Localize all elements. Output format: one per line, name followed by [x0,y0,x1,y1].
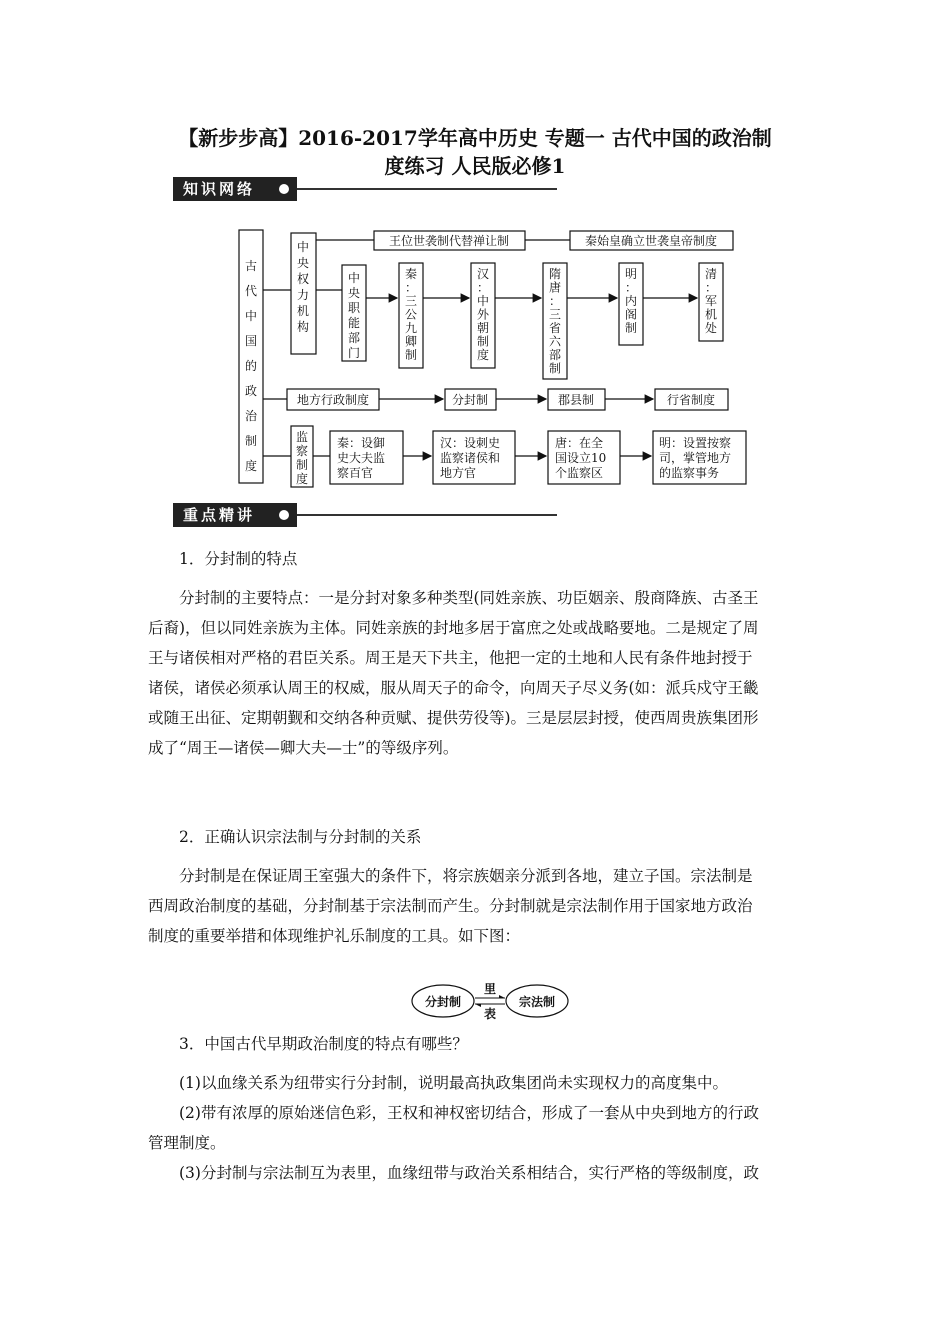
han-system-char: 朝 [476,321,490,335]
supervision-han-line: 监察诸侯和 [440,451,501,465]
junxian-label: 郡县制 [557,393,595,407]
han-system-char: 汉 [476,267,490,281]
supervision-ming-line: 司，掌管地方 [659,451,732,465]
supervision-qin-line: 史大夫监 [337,451,386,465]
han-system-char: 外 [476,307,490,322]
paragraph-line: 诸侯，诸侯必须承认周王的权威，服从周天子的命令，向周天子尽义务(如：派兵戍守王畿 [148,679,759,697]
central-power-char: 央 [296,256,310,270]
knowledge-diagram [0,0,950,500]
paragraph-line: 或随王出征、定期朝觐和交纳各种贡赋、提供劳役等)。三是层层封授，使西周贵族集团形 [148,709,759,727]
edge-label-bottom: 表 [483,1007,497,1021]
qin-system-char: 制 [404,348,418,362]
qin-system-char: 公 [404,307,418,322]
paragraph-line: (3)分封制与宗法制互为表里，血缘纽带与政治关系相结合，实行严格的等级制度，政 [179,1164,759,1182]
title-line-1: 【新步步高】2016-2017学年高中历史 专题一 古代中国的政治制 [178,126,772,150]
suitang-system-char: 唐 [548,280,562,295]
suitang-system-char: ： [548,294,562,308]
supervision-qin-line: 秦：设御 [337,436,386,450]
supervision-tang-line: 个监察区 [555,466,604,480]
dot-icon [279,510,289,520]
paragraph-line: 后裔)，但以同姓亲族为主体。同姓亲族的封地多居于富庶之处或战略要地。二是规定了周 [148,619,759,637]
suitang-system-char: 六 [548,334,562,349]
ming-system-char: ： [624,280,638,295]
paragraph-line: 管理制度。 [148,1134,226,1152]
supervision-qin-line: 察百官 [337,466,374,480]
supervision-char: 监 [295,430,309,444]
qing-system-char: 军 [704,294,718,308]
paragraph-line: 分封制是在保证周王室强大的条件下，将宗族姻亲分派到各地，建立子国。宗法制是 [179,867,753,885]
fenfeng-label: 分封制 [451,393,489,407]
divider [297,514,557,516]
paragraph-2 [148,861,808,951]
root-label-char: 国 [244,334,258,348]
central-dept-char: 职 [347,301,361,315]
qing-system-char: ： [704,280,718,295]
paragraph-line: (1)以血缘关系为纽带实行分封制，说明最高执政集团尚未实现权力的高度集中。 [179,1074,728,1092]
han-system-char: 中 [476,294,490,308]
paragraph-1 [148,583,808,763]
supervision-char: 度 [295,472,309,486]
suitang-system-char: 省 [548,321,562,335]
paragraph-3 [148,1068,808,1188]
title-line-2: 度练习 人民版必修1 [384,154,566,178]
relation-diagram [410,980,570,1022]
han-system-char: ： [476,280,490,295]
suitang-system-char: 隋 [548,267,562,281]
central-dept-char: 部 [347,331,361,345]
qin-system-char: 秦 [404,267,418,281]
heading-2: 2．正确认识宗法制与分封制的关系 [179,828,422,846]
supervision-han-line: 汉：设刺史 [440,436,501,450]
qin-system-char: 三 [404,294,418,308]
central-dept-char: 央 [347,286,361,300]
supervision-han-line: 地方官 [440,466,477,480]
central-power-char: 构 [296,320,310,334]
node-zongfa: 宗法制 [518,995,556,1009]
suitang-system-char: 部 [548,348,562,362]
qin-system-char: 卿 [404,334,418,349]
qin-system-char: 九 [404,321,418,335]
root-label-char: 治 [244,409,258,423]
section-header-key-points [173,503,297,527]
paragraph-line: (2)带有浓厚的原始迷信色彩，王权和神权密切结合，形成了一套从中央到地方的行政 [179,1104,759,1122]
succession-label-1: 王位世袭制代替禅让制 [388,234,510,248]
paragraph-line: 制度的重要举措和体现维护礼乐制度的工具。如下图： [148,927,521,945]
suitang-system-char: 三 [548,307,562,322]
ming-system-char: 阁 [624,307,638,322]
qing-system-char: 处 [704,321,718,335]
root-label-char: 中 [244,309,258,323]
supervision-ming-line: 明：设置按察 [659,436,732,450]
ming-system-char: 内 [624,294,638,308]
han-system-char: 度 [476,348,490,362]
supervision-tang-line: 国设立10 [555,451,607,465]
supervision-char: 察 [295,444,309,458]
paragraph-line: 分封制的主要特点：一是分封对象多种类型(同姓亲族、功臣姻亲、殷商降族、古圣王 [179,589,759,607]
root-label-char: 代 [244,284,258,298]
root-label-char: 古 [244,259,258,273]
root-label-char: 政 [244,384,258,398]
supervision-ming-line: 的监察事务 [659,466,720,480]
root-label-char: 制 [244,434,258,448]
root-label-char: 的 [244,359,258,373]
paragraph-line: 王与诸侯相对严格的君臣关系。周王是天下共主，他把一定的土地和人民有条件地封授于 [148,649,753,667]
local-admin-label: 地方行政制度 [296,393,370,407]
root-label-char: 度 [244,459,258,473]
edge-label-top: 里 [483,982,497,996]
central-dept-char: 能 [347,316,361,330]
qing-system-char: 清 [704,267,718,281]
supervision-tang-line: 唐：在全 [555,436,604,450]
section-header-label: 重点精讲 [183,506,256,524]
han-system-char: 制 [476,334,490,349]
central-power-char: 机 [296,304,310,318]
paragraph-line: 成了“周王—诸侯—卿大夫—士”的等级序列。 [148,739,459,757]
central-dept-char: 门 [347,346,361,360]
central-dept-char: 中 [347,271,361,285]
heading-1: 1．分封制的特点 [179,550,298,568]
ming-system-char: 制 [624,321,638,335]
supervision-char: 制 [295,458,309,472]
central-power-char: 中 [296,240,310,254]
succession-label-2: 秦始皇确立世袭皇帝制度 [584,234,718,248]
qin-system-char: ： [404,280,418,295]
suitang-system-char: 制 [548,361,562,376]
heading-3: 3．中国古代早期政治制度的特点有哪些？ [179,1035,468,1053]
node-fenfeng: 分封制 [424,995,462,1009]
paragraph-line: 西周政治制度的基础，分封制基于宗法制而产生。分封制就是宗法制作用于国家地方政治 [148,897,753,915]
section-header-label: 知识网络 [183,180,256,198]
ming-system-char: 明 [624,267,638,281]
central-power-char: 权 [296,272,310,286]
xingsheng-label: 行省制度 [666,393,716,407]
central-power-char: 力 [296,288,310,302]
qing-system-char: 机 [704,307,718,322]
